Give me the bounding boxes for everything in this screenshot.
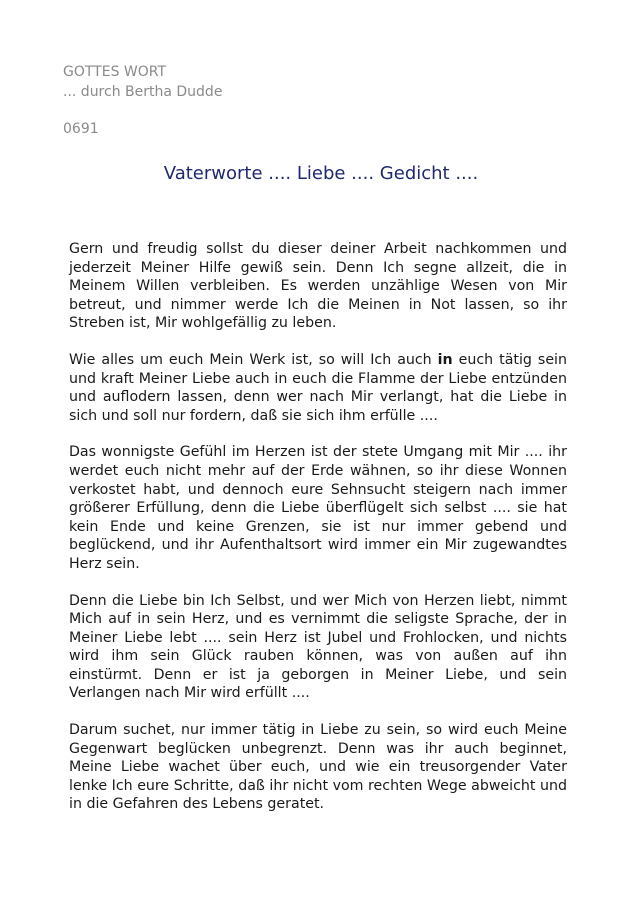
document-body [69, 240, 567, 832]
paragraph-2-part-1: Wie alles um euch Mein Werk ist, so will Ich auch [69, 351, 438, 368]
paragraph-3: Das wonnigste Gefühl im Herzen ist der stete Umgang mit Mir .... ihr werdet euch nicht mehr auf der Erde wähnen, so ihr diese Wonnen verkostet habt, und dennoch eure Sehnsucht steigern nach immer größerer Erfüllung, denn die Liebe überflügelt sich selbst .... sie hat kein Ende und keine Grenzen, sie ist nur immer gebend und beglückend, und ihr Aufenthaltsort wird immer ein Mir zugewandtes Herz sein. [69, 444, 567, 572]
paragraph-2-part-2: euch tätig sein und kraft Meiner Liebe auch in euch die Flamme der Liebe entzünden und auflodern lassen, denn wer nach Mir verlangt, hat die Liebe in sich und soll nur fordern, daß sie sich ihm erfülle .... [69, 351, 567, 424]
header-author: ... durch Bertha Dudde [63, 84, 223, 100]
paragraph-2 [69, 351, 567, 425]
page-title: Vaterworte .... Liebe .... Gedicht .... [163, 163, 479, 184]
paragraph-1: Gern und freudig sollst du dieser deiner Arbeit nachkommen und jederzeit Meiner Hilfe gewiß sein. Denn Ich segne allzeit, die in Meinem Willen verbleiben. Es werden unzählige Wesen von Mir betreut, und nimmer werde Ich die Meinen in Not lassen, so ihr Streben ist, Mir wohlgefällig zu leben. [69, 241, 567, 332]
header-title: GOTTES WORT [63, 64, 167, 80]
document-header [63, 62, 222, 102]
document-number: 0691 [63, 121, 99, 137]
paragraph-4: Denn die Liebe bin Ich Selbst, und wer Mich von Herzen liebt, nimmt Mich auf in sein Herz, und es vernimmt die seligste Sprache, der in Meiner Liebe lebt .... sein Herz ist Jubel und Frohlocken, und nichts wird ihm sein Glück rauben können, was von außen auf ihn einstürmt. Denn er ist ja geborgen in Meiner Liebe, und sein Verlangen nach Mir wird erfüllt .... [69, 592, 567, 702]
paragraph-2-bold-word: in [437, 351, 453, 368]
paragraph-5: Darum suchet, nur immer tätig in Liebe zu sein, so wird euch Meine Gegenwart beglücken unbegrenzt. Denn was ihr auch beginnet, Meine Liebe wachet über euch, und wie ein treusorgender Vater lenke Ich eure Schritte, daß ihr nicht vom rechten Wege abweicht und in die Gefahren des Lebens geratet. [69, 722, 567, 813]
